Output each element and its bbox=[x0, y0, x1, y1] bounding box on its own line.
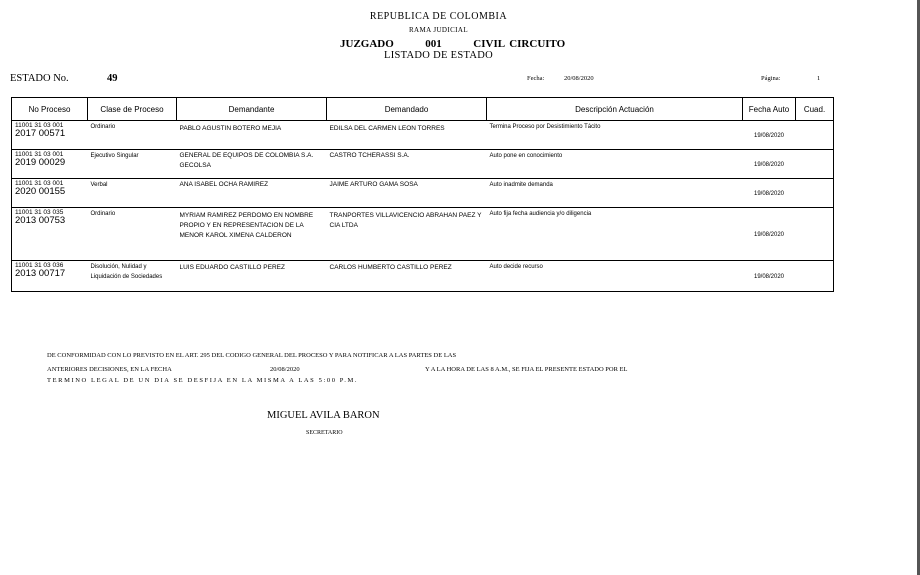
table-row bbox=[12, 179, 834, 208]
cell-cuad bbox=[796, 179, 834, 208]
estado-number: 49 bbox=[107, 73, 118, 84]
cell-proceso bbox=[12, 121, 88, 150]
cell-clase: Ordinario bbox=[88, 121, 177, 150]
proceso-year-number: 2017 00571 bbox=[15, 128, 66, 139]
col-header-clase: Clase de Proceso bbox=[88, 98, 177, 121]
court-number: 001 bbox=[425, 38, 442, 50]
pagina-label: Página: bbox=[761, 75, 781, 82]
cell-descripcion: Auto fija fecha audiencia y/o diligencia bbox=[487, 208, 743, 261]
proceso-code: 11001 31 03 035 bbox=[15, 209, 64, 216]
table-row bbox=[12, 121, 834, 150]
cell-proceso bbox=[12, 208, 88, 261]
cell-descripcion: Termina Proceso por Desistimiento Tácito bbox=[487, 121, 743, 150]
cell-demandante: PABLO AGUSTIN BOTERO MEJIA bbox=[177, 121, 327, 150]
col-header-fecha-auto: Fecha Auto bbox=[743, 98, 796, 121]
table-row bbox=[12, 150, 834, 179]
proceso-year-number: 2020 00155 bbox=[15, 186, 66, 197]
fecha-label: Fecha: bbox=[527, 75, 545, 82]
col-header-cuad: Cuad. bbox=[796, 98, 834, 121]
court-type: CIVIL CIRCUITO bbox=[473, 38, 566, 50]
cell-clase: Ejecutivo Singular bbox=[88, 150, 177, 179]
header-branch: RAMA JUDICIAL bbox=[408, 26, 469, 34]
footer-line-1: DE CONFORMIDAD CON LO PREVISTO EN EL ART. 295 DEL CODIGO GENERAL DEL PROCESO Y PARA NOTIFICAR A LAS PARTES DE LAS bbox=[47, 352, 457, 359]
cell-clase: Disolución, Nulidad y Liquidación de Sociedades bbox=[88, 261, 177, 292]
cell-descripcion: Auto inadmite demanda bbox=[487, 179, 743, 208]
pagina-value: 1 bbox=[817, 75, 821, 82]
estado-label: ESTADO No. bbox=[10, 73, 69, 84]
signer-name: MIGUEL AVILA BARON bbox=[267, 410, 380, 421]
cell-clase: Ordinario bbox=[88, 208, 177, 261]
cell-clase: Verbal bbox=[88, 179, 177, 208]
proceso-year-number: 2013 00717 bbox=[15, 268, 66, 279]
cell-cuad bbox=[796, 261, 834, 292]
cell-demandante: ANA ISABEL OCHA RAMIREZ bbox=[177, 179, 327, 208]
table-row bbox=[12, 261, 834, 292]
cell-proceso bbox=[12, 261, 88, 292]
cell-proceso bbox=[12, 179, 88, 208]
proceso-code: 11001 31 03 036 bbox=[15, 262, 64, 269]
header-country: REPUBLICA DE COLOMBIA bbox=[369, 11, 508, 22]
cell-fecha: 19/08/2020 bbox=[743, 121, 796, 150]
cell-fecha: 19/08/2020 bbox=[743, 208, 796, 261]
footer-line-2-date: 20/08/2020 bbox=[270, 366, 300, 373]
proceso-year-number: 2019 00029 bbox=[15, 157, 66, 168]
proceso-code: 11001 31 03 001 bbox=[15, 122, 64, 129]
proceso-year-number: 2013 00753 bbox=[15, 215, 66, 226]
proceso-code: 11001 31 03 001 bbox=[15, 151, 64, 158]
cell-demandado: JAIME ARTURO GAMA SOSA bbox=[327, 179, 487, 208]
proceso-code: 11001 31 03 001 bbox=[15, 180, 64, 187]
table-row bbox=[12, 208, 834, 261]
signer-title: SECRETARIO bbox=[306, 430, 343, 436]
cell-descripcion: Auto pone en conocimiento bbox=[487, 150, 743, 179]
col-header-proceso: No Proceso bbox=[12, 98, 88, 121]
cell-descripcion: Auto decide recurso bbox=[487, 261, 743, 292]
cell-fecha: 19/08/2020 bbox=[743, 150, 796, 179]
cell-demandado: EDILSA DEL CARMEN LEON TORRES bbox=[327, 121, 487, 150]
cell-demandado: TRANPORTES VILLAVICENCIO ABRAHAN PAEZ Y CIA LTDA bbox=[327, 208, 487, 261]
footer-line-2a: ANTERIORES DECISIONES, EN LA FECHA bbox=[47, 366, 172, 373]
cell-demandado: CARLOS HUMBERTO CASTILLO PEREZ bbox=[327, 261, 487, 292]
fecha-value: 20/08/2020 bbox=[564, 75, 594, 82]
col-header-demandado: Demandado bbox=[327, 98, 487, 121]
footer-line-2b: Y A LA HORA DE LAS 8 A.M., SE FIJA EL PRESENTE ESTADO POR EL bbox=[425, 366, 628, 373]
footer-line-3: TERMINO LEGAL DE UN DIA SE DESFIJA EN LA MISMA A LAS 5:00 P.M. bbox=[47, 377, 359, 384]
cell-demandante: MYRIAM RAMIREZ PERDOMO EN NOMBRE PROPIO Y EN REPRESENTACION DE LA MENOR KAROL XIMENA CALDERON bbox=[177, 208, 327, 261]
estado-table bbox=[11, 97, 834, 292]
cell-cuad bbox=[796, 121, 834, 150]
court-word: JUZGADO bbox=[340, 38, 394, 50]
cell-fecha: 19/08/2020 bbox=[743, 179, 796, 208]
cell-demandante: GENERAL DE EQUIPOS DE COLOMBIA S.A. GECOLSA bbox=[177, 150, 327, 179]
col-header-descripcion: Descripción Actuación bbox=[487, 98, 743, 121]
header-court bbox=[340, 38, 565, 50]
cell-cuad bbox=[796, 208, 834, 261]
cell-demandante: LUIS EDUARDO CASTILLO PEREZ bbox=[177, 261, 327, 292]
cell-fecha: 19/08/2020 bbox=[743, 261, 796, 292]
list-title: LISTADO DE ESTADO bbox=[384, 50, 493, 61]
cell-demandado: CASTRO TCHERASSI S.A. bbox=[327, 150, 487, 179]
cell-cuad bbox=[796, 150, 834, 179]
cell-proceso bbox=[12, 150, 88, 179]
table-header-row bbox=[12, 98, 834, 121]
col-header-demandante: Demandante bbox=[177, 98, 327, 121]
